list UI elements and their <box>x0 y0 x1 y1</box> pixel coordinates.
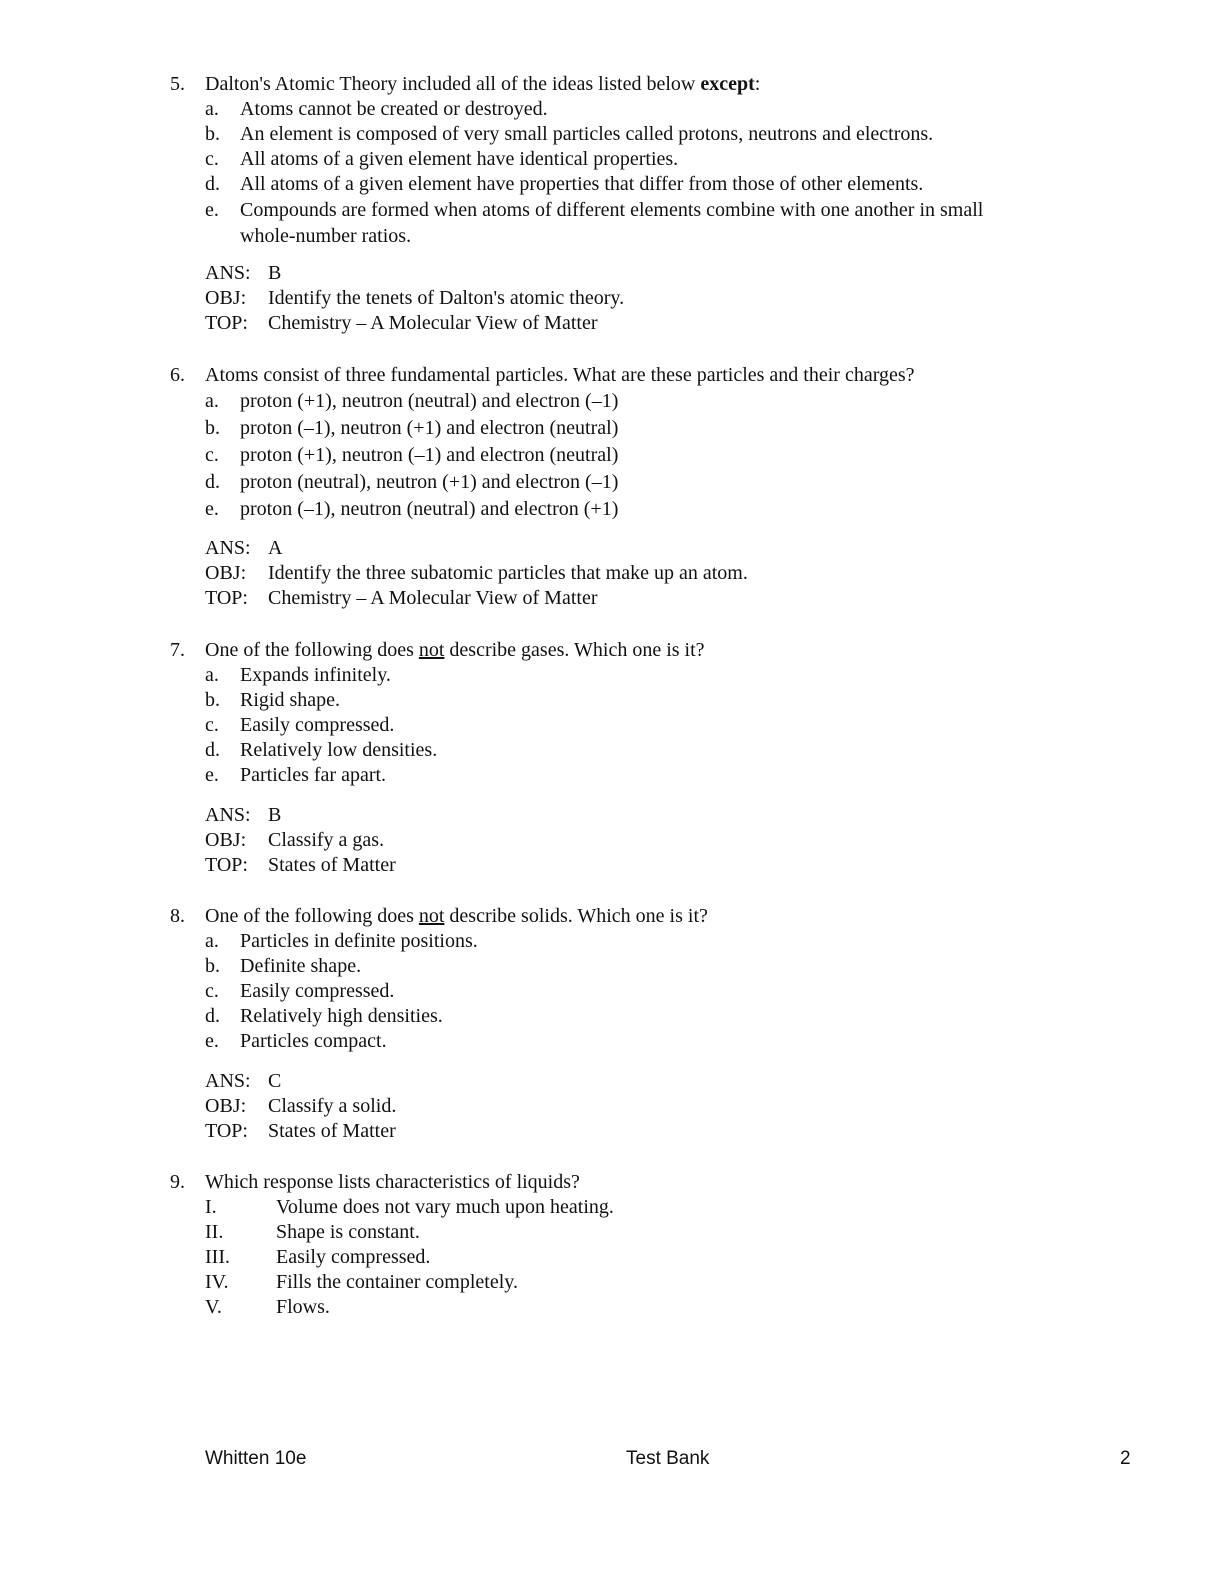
objective-line: OBJ: Classify a gas. <box>205 829 385 851</box>
question-9 <box>170 1170 1070 1320</box>
option-c: c. Easily compressed. <box>205 714 395 736</box>
option-iv: IV. Fills the container completely. <box>205 1271 518 1293</box>
option-b: b. proton (–1), neutron (+1) and electron (neutral) <box>205 417 619 439</box>
option-d: d. All atoms of a given element have properties that differ from those of other elements. <box>205 173 924 195</box>
question-text: One of the following does not describe solids. Which one is it? <box>205 905 708 927</box>
option-iii: III. Easily compressed. <box>205 1246 431 1268</box>
question-stem <box>170 904 1070 929</box>
option-b: b. Definite shape. <box>205 955 362 977</box>
option-a: a. Atoms cannot be created or destroyed. <box>205 98 548 120</box>
option-a: a. Particles in definite positions. <box>205 930 478 952</box>
objective-line: OBJ: Classify a solid. <box>205 1095 397 1117</box>
option-i: I. Volume does not vary much upon heating. <box>205 1196 614 1218</box>
objective-line: OBJ: Identify the three subatomic particles that make up an atom. <box>205 562 748 584</box>
question-number: 8. <box>170 905 185 927</box>
question-text: One of the following does not describe gases. Which one is it? <box>205 639 705 661</box>
option-a: a. proton (+1), neutron (neutral) and electron (–1) <box>205 390 619 412</box>
question-text: Dalton's Atomic Theory included all of the ideas listed below except: <box>205 73 761 95</box>
question-5 <box>170 72 1070 336</box>
underlined-not: not <box>418 639 445 661</box>
question-text: Which response lists characteristics of liquids? <box>205 1171 580 1193</box>
topic-line: TOP: States of Matter <box>205 1120 396 1142</box>
answer-line: ANS: B <box>205 804 282 826</box>
answer-value: C <box>268 1070 282 1092</box>
answer-line: ANS: C <box>205 1070 282 1092</box>
answer-value: B <box>268 262 282 284</box>
topic-line: TOP: Chemistry – A Molecular View of Matter <box>205 312 598 334</box>
question-7 <box>170 638 1070 878</box>
underlined-not: not <box>418 905 445 927</box>
question-stem <box>170 1170 1070 1195</box>
question-stem <box>170 638 1070 663</box>
option-e: e. Compounds are formed when atoms of different elements combine with one another in small whole-number ratios. <box>205 199 984 247</box>
question-6 <box>170 363 1070 611</box>
question-number: 6. <box>170 364 185 386</box>
page-number: 2 <box>1120 1448 1131 1469</box>
option-e: e. Particles far apart. <box>205 764 387 786</box>
question-number: 5. <box>170 73 185 95</box>
answer-line: ANS: A <box>205 537 283 559</box>
answer-line: ANS: B <box>205 262 282 284</box>
option-c: c. All atoms of a given element have identical properties. <box>205 148 679 170</box>
option-d: d. Relatively low densities. <box>205 739 438 761</box>
option-a: a. Expands infinitely. <box>205 664 391 686</box>
topic-line: TOP: Chemistry – A Molecular View of Matter <box>205 587 598 609</box>
footer-center-text: Test Bank <box>626 1448 710 1469</box>
question-number: 7. <box>170 639 185 661</box>
option-v: V. Flows. <box>205 1296 330 1318</box>
question-stem <box>170 363 1070 388</box>
emphasis-except: except <box>700 73 755 95</box>
topic-line: TOP: States of Matter <box>205 854 396 876</box>
question-stem <box>170 72 1070 97</box>
option-b: b. An element is composed of very small particles called protons, neutrons and electrons. <box>205 123 934 145</box>
option-ii: II. Shape is constant. <box>205 1221 420 1243</box>
option-d: d. Relatively high densities. <box>205 1005 443 1027</box>
answer-value: A <box>268 537 283 559</box>
objective-line: OBJ: Identify the tenets of Dalton's atomic theory. <box>205 287 625 309</box>
question-number: 9. <box>170 1171 185 1193</box>
option-e: e. proton (–1), neutron (neutral) and electron (+1) <box>205 498 619 520</box>
question-8 <box>170 904 1070 1144</box>
option-b: b. Rigid shape. <box>205 689 340 711</box>
option-c: c. proton (+1), neutron (–1) and electron (neutral) <box>205 444 619 466</box>
option-e: e. Particles compact. <box>205 1030 387 1052</box>
option-d: d. proton (neutral), neutron (+1) and electron (–1) <box>205 471 619 493</box>
option-c: c. Easily compressed. <box>205 980 395 1002</box>
footer-left-text: Whitten 10e <box>205 1448 307 1469</box>
answer-value: B <box>268 804 282 826</box>
question-text: Atoms consist of three fundamental particles. What are these particles and their charges? <box>205 364 915 386</box>
